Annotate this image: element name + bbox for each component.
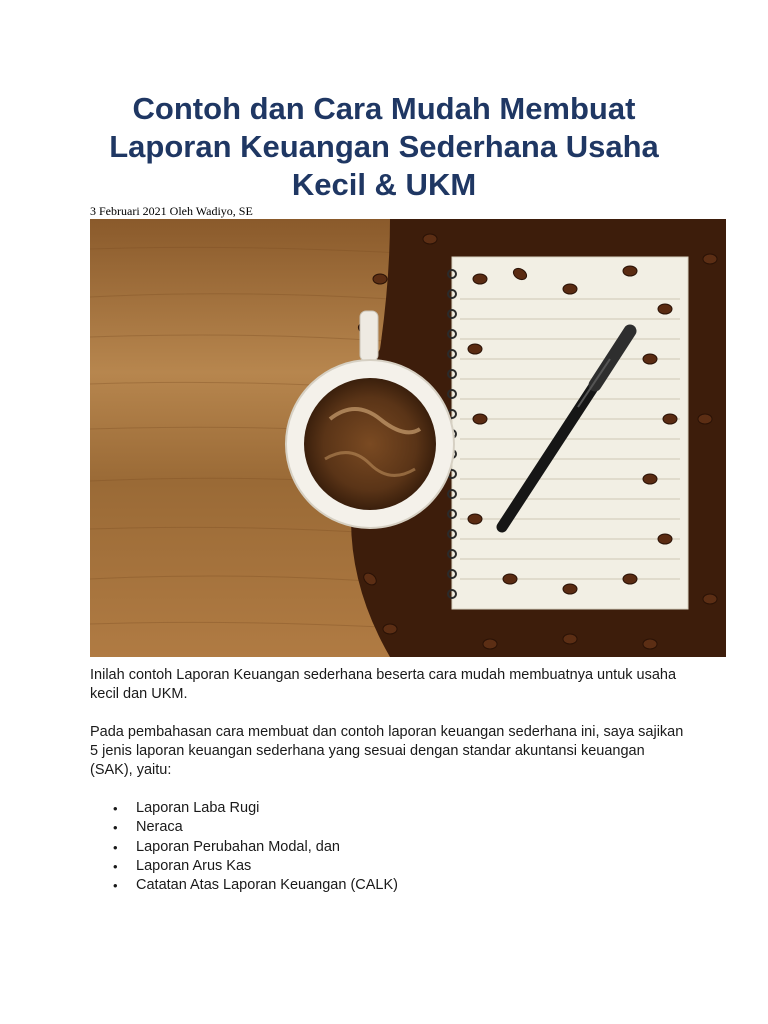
list-item-text: Catatan Atas Laporan Keuangan (CALK) (136, 877, 398, 894)
bullet-icon: • (113, 801, 118, 816)
body-paragraph: Pada pembahasan cara membuat dan contoh laporan keuangan sederhana ini, saya sajikan 5 jenis laporan keuangan sederhana yang sesuai dengan standar akuntansi keuangan (SAK), yaitu: (90, 724, 684, 778)
list-item-text: Neraca (136, 819, 183, 836)
intro-paragraph: Inilah contoh Laporan Keuangan sederhana beserta cara mudah membuatnya untuk usaha kecil dan UKM. (90, 667, 677, 702)
article-title: Contoh dan Cara Mudah Membuat Laporan Keuangan Sederhana Usaha Kecil & UKM (109, 91, 659, 202)
list-item (90, 876, 690, 895)
list-item (90, 799, 690, 818)
bullet-icon: • (113, 820, 118, 836)
bullet-icon: • (113, 878, 118, 894)
list-item-text: Laporan Arus Kas (136, 857, 252, 874)
bullet-icon: • (113, 858, 118, 874)
list-item-text: Laporan Perubahan Modal, dan (136, 838, 340, 855)
list-item (90, 857, 690, 876)
report-type-list (90, 799, 690, 895)
list-item (90, 838, 690, 857)
hero-image (90, 219, 726, 657)
list-item-text: Laporan Laba Rugi (136, 800, 260, 816)
list-item (90, 818, 690, 837)
bullet-icon: • (113, 839, 118, 855)
article-byline: 3 Februari 2021 Oleh Wadiyo, SE (90, 204, 253, 218)
